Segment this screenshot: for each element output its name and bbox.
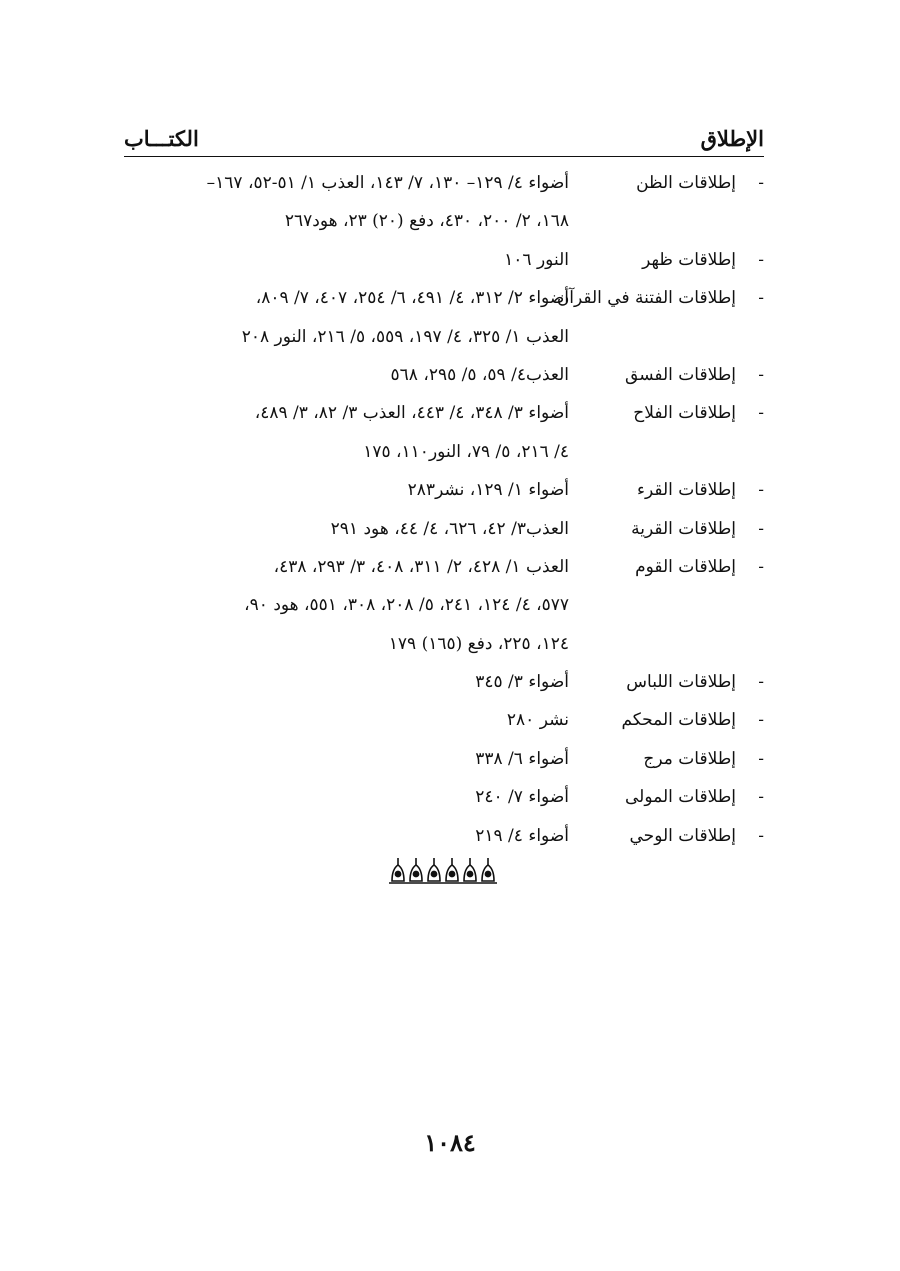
index-entry-continuation: [124, 204, 764, 242]
entry-dash: -: [758, 710, 764, 731]
index-entry-continuation: [124, 627, 764, 665]
entry-refs: أضواء ٧/ ٢٤٠: [475, 787, 569, 808]
entry-term: إطلاقات الفسق: [625, 364, 736, 385]
entry-refs: العذب٤/ ٥٩، ٥/ ٢٩٥، ٥٦٨: [390, 364, 569, 385]
header-title: الإطلاق: [700, 126, 764, 151]
index-entry: [124, 819, 764, 857]
index-entry-continuation: [124, 588, 764, 626]
entry-dash: -: [758, 787, 764, 808]
entry-refs: أضواء ٢/ ٣١٢، ٤/ ٤٩١، ٦/ ٢٥٤، ٤٠٧، ٧/ ٨٠٩،: [255, 288, 569, 309]
entry-refs: أضواء ٦/ ٣٣٨: [475, 748, 569, 769]
entry-term: إطلاقات مرج: [643, 748, 736, 769]
entry-refs: النور ١٠٦: [504, 249, 569, 270]
index-entry: [124, 780, 764, 818]
entry-term: إطلاقات الفلاح: [633, 403, 736, 424]
entry-term: إطلاقات القوم: [635, 556, 736, 577]
entry-refs: أضواء ٣/ ٣٤٥: [475, 672, 569, 693]
entry-dash: -: [758, 249, 764, 270]
entry-refs: أضواء ٤/ ١٢٩– ١٣٠، ٧/ ١٤٣، العذب ١/ ٥١-٥٢، ١٦٧–: [206, 173, 569, 193]
index-entry-continuation: [124, 320, 764, 358]
entry-term: إطلاقات الفتنة في القرآن: [556, 288, 736, 309]
index-entry: [124, 512, 764, 550]
index-entry: [124, 243, 764, 281]
entry-refs: نشر ٢٨٠: [506, 710, 569, 731]
entry-term: إطلاقات القرية: [631, 518, 736, 539]
entry-dash: -: [758, 364, 764, 385]
entry-dash: -: [758, 825, 764, 846]
index-entry-continuation: [124, 435, 764, 473]
entry-refs: العذب ١/ ٤٢٨، ٢/ ٣١١، ٤٠٨، ٣/ ٢٩٣، ٤٣٨،: [273, 556, 569, 577]
floral-ornament-icon: [386, 855, 500, 885]
entry-dash: -: [758, 518, 764, 539]
page-number: ١٠٨٤: [424, 1128, 476, 1157]
entry-dash: -: [758, 556, 764, 577]
entry-term: إطلاقات اللباس: [626, 672, 736, 693]
entry-term: إطلاقات المولى: [625, 787, 736, 808]
index-entry: [124, 473, 764, 511]
entry-refs: العذب٣/ ٤٢، ٦٢٦، ٤/ ٤٤، هود ٢٩١: [330, 518, 569, 539]
index-entry: [124, 742, 764, 780]
entry-term: إطلاقات الظن: [636, 173, 736, 193]
running-header: [124, 126, 764, 157]
entry-refs: ١٢٤، ٢٢٥، دفع (١٦٥) ١٧٩: [388, 633, 569, 654]
entry-term: إطلاقات ظهر: [642, 249, 736, 270]
entry-refs: العذب ١/ ٣٢٥، ٤/ ١٩٧، ٥٥٩، ٥/ ٢١٦، النور ٢٠٨: [241, 326, 569, 347]
entry-refs: ١٦٨، ٢/ ٢٠٠، ٤٣٠، دفع (٢٠) ٢٣، هود٢٦٧: [284, 211, 569, 232]
entry-dash: -: [758, 288, 764, 309]
entry-dash: -: [758, 480, 764, 501]
entry-refs: ٤/ ٢١٦، ٥/ ٧٩، النور١١٠، ١٧٥: [363, 441, 569, 462]
index-entry: [124, 550, 764, 588]
index-entry: [124, 703, 764, 741]
index-entry: [124, 396, 764, 434]
index-entry: [124, 665, 764, 703]
index-entry: [124, 166, 764, 204]
entry-term: إطلاقات القرء: [637, 480, 736, 501]
index-entry: [124, 358, 764, 396]
entry-dash: -: [758, 672, 764, 693]
entry-dash: -: [758, 173, 764, 193]
entry-term: إطلاقات الوحي: [629, 825, 736, 846]
index-entry: [124, 281, 764, 319]
entry-term: إطلاقات المحكم: [621, 710, 736, 731]
header-book: الكتـــاب: [124, 126, 199, 151]
entry-refs: أضواء ٣/ ٣٤٨، ٤/ ٤٤٣، العذب ٣/ ٨٢، ٣/ ٤٨٩،: [254, 403, 569, 424]
entry-refs: أضواء ٤/ ٢١٩: [475, 825, 569, 846]
entry-dash: -: [758, 403, 764, 424]
index-entries: [124, 166, 764, 857]
entry-refs: ٥٧٧، ٤/ ١٢٤، ٢٤١، ٥/ ٢٠٨، ٣٠٨، ٥٥١، هود ٩٠،: [244, 595, 569, 616]
entry-dash: -: [758, 748, 764, 769]
entry-refs: أضواء ١/ ١٢٩، نشر٢٨٣: [407, 480, 569, 501]
